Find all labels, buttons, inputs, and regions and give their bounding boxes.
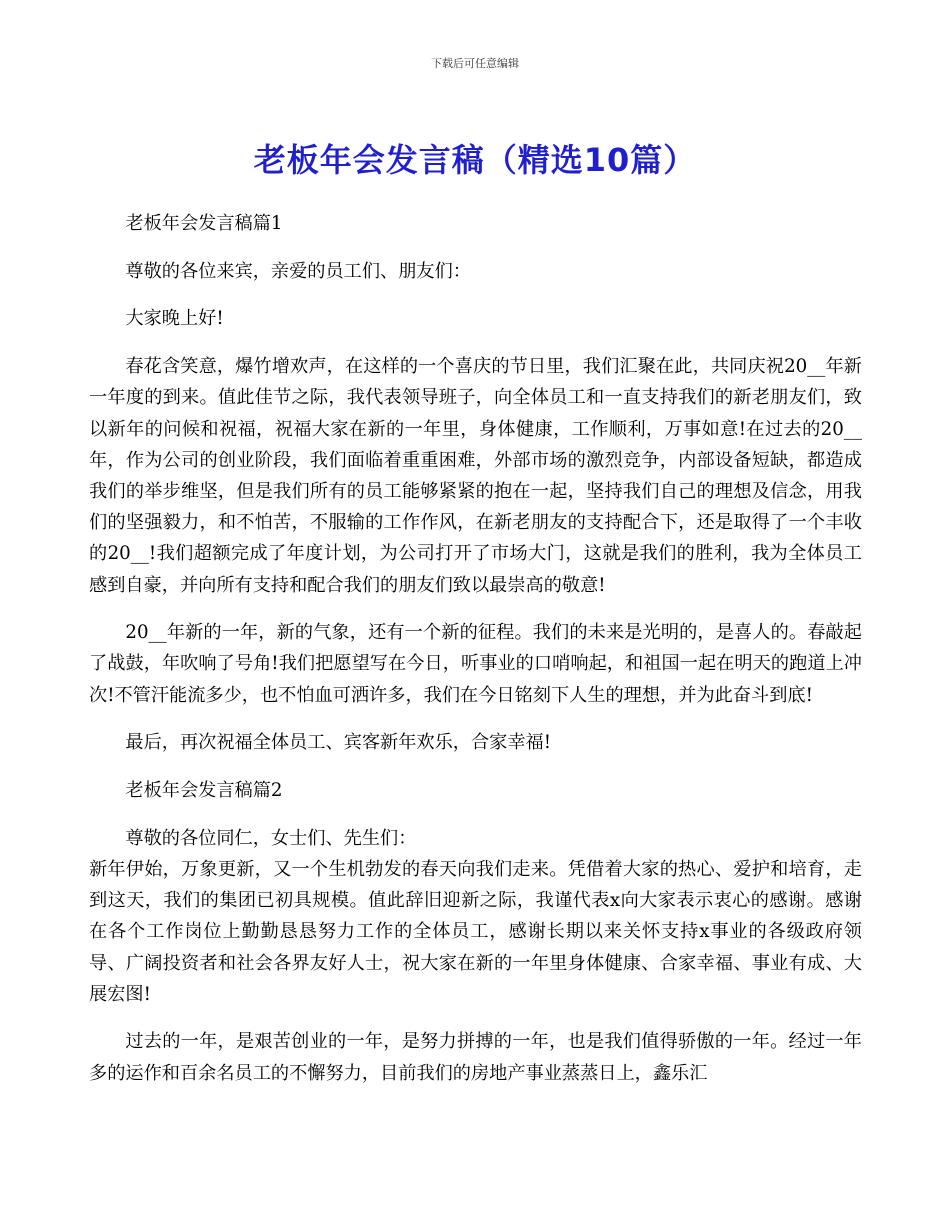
document-body: [89, 208, 862, 1089]
greeting-1: 大家晚上好!: [125, 308, 224, 330]
paragraph-3: 最后，再次祝福全体员工、宾客新年欢乐，合家幸福!: [125, 732, 552, 754]
paragraph-2: 20__年新的一年，新的气象，还有一个新的征程。我们的未来是光明的，是喜人的。春敲起了战鼓，年吹响了号角!我们把愿望写在今日，听事业的口哨响起，和祖国一起在明天的跑道上冲次!不管汗能流多少，也不怕血可洒许多，我们在今日铭刻下人生的理想，并为此奋斗到底!: [89, 622, 862, 706]
section-heading-1: 老板年会发言稿篇1: [125, 213, 283, 234]
paragraph-5: 过去的一年，是艰苦创业的一年，是努力拼搏的一年，也是我们值得骄傲的一年。经过一年多的运作和百余名员工的不懈努力，目前我们的房地产事业蒸蒸日上，鑫乐汇: [89, 1031, 862, 1084]
section-heading-2: 老板年会发言稿篇2: [125, 780, 283, 802]
paragraph-4: 新年伊始，万象更新，又一个生机勃发的春天向我们走来。凭借着大家的热心、爱护和培育，走到这天，我们的集团已初具规模。值此辞旧迎新之际，我谨代表x向大家表示衷心的感谢。感谢在各个工作岗位上勤勤恳恳努力工作的全体员工，感谢长期以来关怀支持x事业的各级政府领导、广阔投资者和社会各界友好人士，祝大家在新的一年里身体健康、合家幸福、事业有成、大展宏图!: [89, 858, 862, 1005]
document-title: 老板年会发言稿（精选10篇）: [253, 141, 697, 179]
header-note: 下载后可任意编辑: [431, 57, 519, 70]
salutation-2: 尊敬的各位同仁，女士们、先生们：: [125, 827, 417, 849]
paragraph-1: 春花含笑意，爆竹增欢声，在这样的一个喜庆的节日里，我们汇聚在此，共同庆祝20__年新一年度的到来。值此佳节之际，我代表领导班子，向全体员工和一直支持我们的新老朋友们，致以新年的问候和祝福，祝福大家在新的一年里，身体健康，工作顺利，万事如意!在过去的20__年，作为公司的创业阶段，我们面临着重重困难，外部市场的激烈竞争，内部设备短缺，都造成我们的举步维坚，但是我们所有的员工能够紧紧的抱在一起，坚持我们自己的理想及信念，用我们的坚强毅力，和不怕苦，不服输的工作作风，在新老朋友的支持配合下，还是取得了一个丰收的20__!我们超额完成了年度计划，为公司打开了市场大门，这就是我们的胜利，我为全体员工感到自豪，并向所有支持和配合我们的朋友们致以最崇高的敬意!: [89, 356, 862, 596]
salutation-1: 尊敬的各位来宾，亲爱的员工们、朋友们：: [125, 260, 471, 282]
